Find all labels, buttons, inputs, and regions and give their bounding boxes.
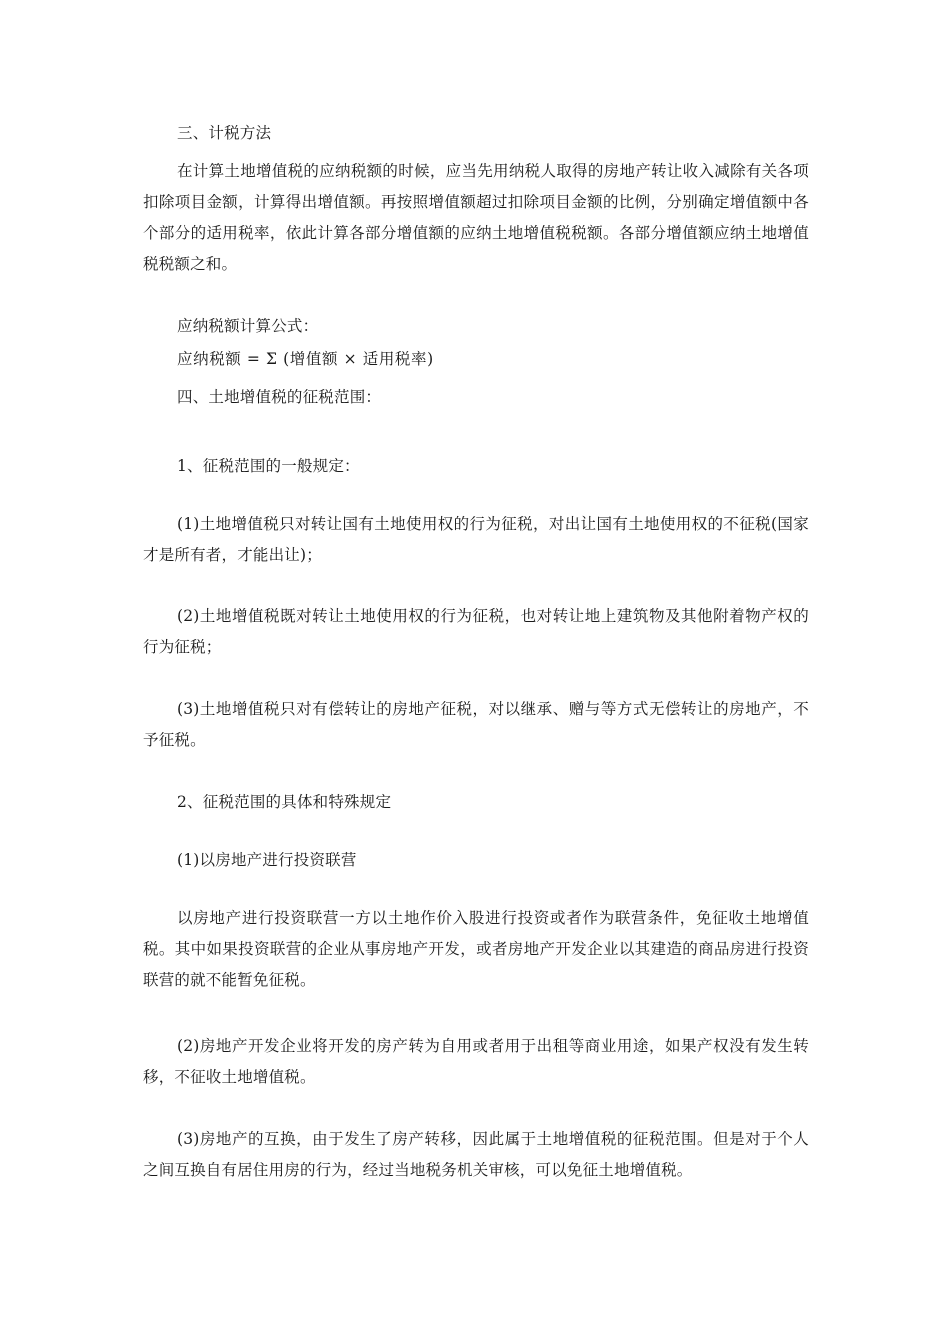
formula: 应纳税额 = Σ (增值额 × 适用税率) xyxy=(177,350,434,368)
rule-1: (1)土地增值税只对转让国有土地使用权的行为征税，对出让国有土地使用权的不征税(国家才是所有者，才能出让)； xyxy=(143,515,809,564)
rule-3: (3)土地增值税只对有偿转让的房地产征税，对以继承、赠与等方式无偿转让的房地产，不予征税。 xyxy=(143,700,809,749)
subheading-special-rules: 2、征税范围的具体和特殊规定 xyxy=(177,793,392,811)
subheading-general-rules: 1、征税范围的一般规定： xyxy=(177,457,360,475)
section-heading-tax-method: 三、计税方法 xyxy=(177,124,272,142)
rule-2: (2)土地增值税既对转让土地使用权的行为征税，也对转让地上建筑物及其他附着物产权的行为征税； xyxy=(143,607,809,656)
section-heading-tax-scope: 四、土地增值税的征税范围： xyxy=(177,388,382,406)
special-rule-1-title: (1)以房地产进行投资联营 xyxy=(177,851,357,869)
formula-label: 应纳税额计算公式： xyxy=(177,317,319,335)
special-rule-2: (2)房地产开发企业将开发的房产转为自用或者用于出租等商业用途，如果产权没有发生转移，不征收土地增值税。 xyxy=(143,1037,809,1086)
special-rule-3: (3)房地产的互换，由于发生了房产转移，因此属于土地增值税的征税范围。但是对于个人之间互换自有居住用房的行为，经过当地税务机关审核，可以免征土地增值税。 xyxy=(143,1130,809,1179)
special-rule-1-body: 以房地产进行投资联营一方以土地作价入股进行投资或者作为联营条件，免征收土地增值税。其中如果投资联营的企业从事房地产开发，或者房地产开发企业以其建造的商品房进行投资联营的就不能暂免征税。 xyxy=(143,909,809,989)
paragraph-tax-calculation: 在计算土地增值税的应纳税额的时候，应当先用纳税人取得的房地产转让收入减除有关各项扣除项目金额，计算得出增值额。再按照增值额超过扣除项目金额的比例，分别确定增值额中各个部分的适用税率，依此计算各部分增值额的应纳土地增值税税额。各部分增值额应纳土地增值税税额之和。 xyxy=(143,162,809,273)
